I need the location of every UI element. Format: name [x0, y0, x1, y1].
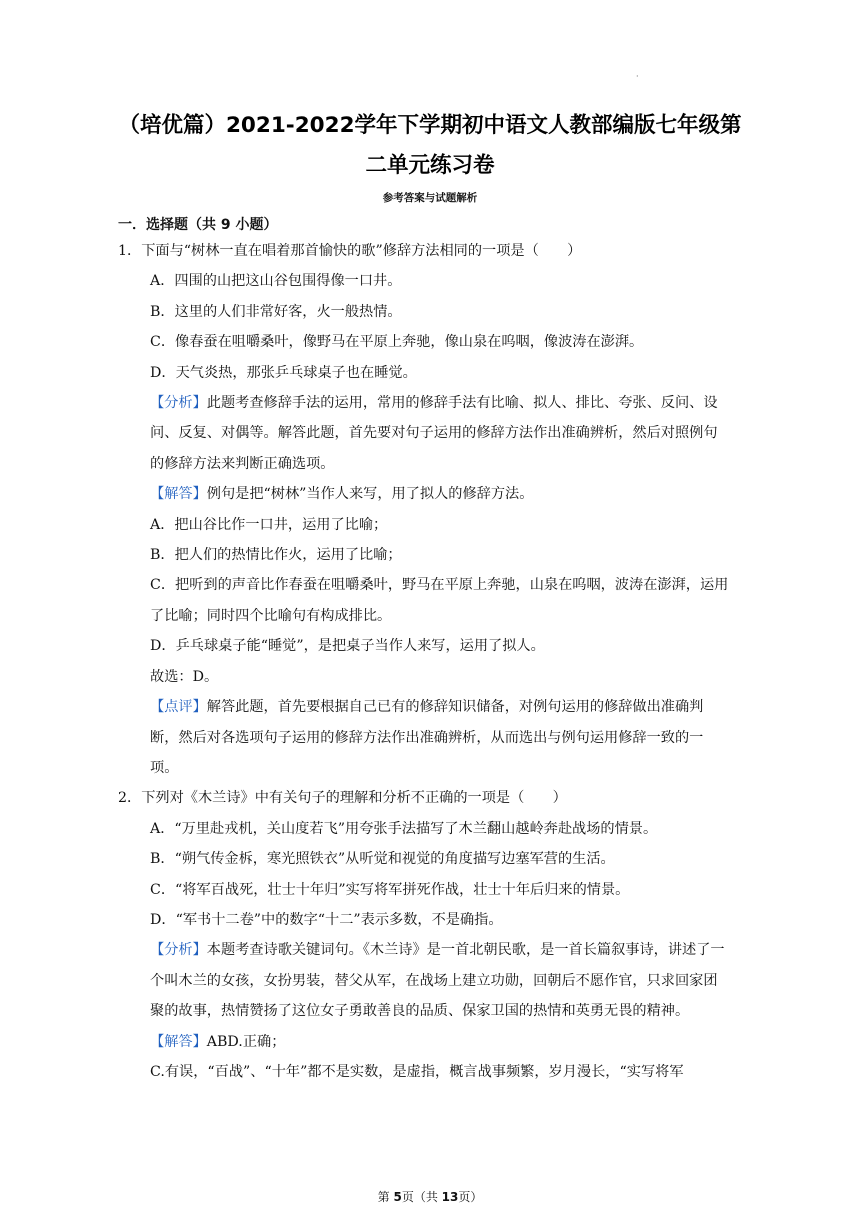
q1-comment: [118, 692, 730, 783]
q1-analysis-text: 此题考查修辞手法的运用，常用的修辞手法有比喻、拟人、排比、夸张、反问、设问、反复、对偶等。解答此题，首先要对句子运用的修辞方法作出准确辨析，然后对照例句的修辞方法来判断正确选项。: [150, 395, 718, 472]
q1-option-d: D．天气炎热，那张乒乓球桌子也在睡觉。: [150, 364, 417, 381]
page-footer: [0, 1188, 860, 1205]
answer-tag: 【解答】: [150, 1033, 207, 1050]
question-2-stem: 2．下列对《木兰诗》中有关句子的理解和分析不正确的一项是（ ）: [118, 790, 567, 807]
q2-analysis-text: 本题考查诗歌关键词句。《木兰诗》是一首北朝民歌，是一首长篇叙事诗，讲述了一个叫木兰的女孩，女扮男装，替父从军，在战场上建立功勋，回朝后不愿作官，只求回家团聚的故事，热情赞扬了这位女子勇敢善良的品质、保家卫国的热情和英勇无畏的精神。: [150, 942, 725, 1020]
question-1-stem: 1．下面与“树林一直在唱着那首愉快的歌”修辞方法相同的一项是（ ）: [118, 243, 582, 259]
q1-option-c: C．像春蚕在咀嚼桑叶，像野马在平原上奔驰，像山泉在呜咽，像波涛在澎湃。: [150, 334, 644, 351]
footer-suffix: 页）: [458, 1190, 483, 1204]
footer-prefix: 第: [377, 1190, 394, 1204]
comment-tag: 【点评】: [150, 699, 207, 716]
document-subtitle: 参考答案与试题解析: [382, 192, 478, 204]
q1-option-a: A．四围的山把这山谷包围得像一口井。: [150, 273, 402, 290]
q2-option-d: D．“军书十二卷”中的数字“十二”表示多数，不是确指。: [150, 911, 503, 928]
q2-answer-c: C.有误，“百战”、“十年”都不是实数，是虚指，概言战事频繁，岁月漫长，“实写将军: [150, 1063, 684, 1080]
q1-choice: 故选：D。: [150, 668, 219, 685]
analysis-tag: 【分析】: [150, 942, 207, 959]
q1-answer-c: C．把听到的声音比作春蚕在咀嚼桑叶，野马在平原上奔驰，山泉在呜咽，波涛在澎湃，运用了比喻；同时四个比喻句有构成排比。: [150, 577, 729, 624]
footer-middle: 页（共: [401, 1190, 442, 1204]
section-heading: 一．选择题（共 9 小题）: [118, 217, 278, 233]
answer-tag: 【解答】: [150, 486, 207, 503]
q2-option-c: C．“将军百战死，壮士十年归”实写将军拼死作战，壮士十年后归来的情景。: [150, 881, 630, 898]
q2-analysis: [118, 935, 730, 1026]
analysis-tag: 【分析】: [150, 395, 207, 412]
footer-page-number: 5: [393, 1190, 402, 1204]
document-title-line-2: 二单元练习卷: [365, 153, 495, 178]
q1-analysis: [118, 388, 730, 479]
footer-total-pages: 13: [441, 1190, 459, 1204]
q2-option-a: A．“万里赴戎机，关山度若飞”用夸张手法描写了木兰翻山越岭奔赴战场的情景。: [150, 820, 658, 837]
q1-option-b: B．这里的人们非常好客，火一般热情。: [150, 303, 402, 320]
q1-comment-text: 解答此题，首先要根据自己已有的修辞知识储备，对例句运用的修辞做出准确判断，然后对各选项句子运用的修辞方法作出准确辨析，从而选出与例句运用修辞一致的一项。: [150, 699, 704, 776]
q1-answer-text: 例句是把“树林”当作人来写，用了拟人的修辞方法。: [206, 486, 534, 503]
q1-answer: [118, 479, 730, 509]
document-title-line-1: （培优篇）2021-2022学年下学期初中语文人教部编版七年级第: [118, 113, 742, 138]
q2-option-b: B．“朔气传金柝，寒光照铁衣”从听觉和视觉的角度描写边塞军营的生活。: [150, 851, 615, 868]
q1-answer-d: D．乒乓球桌子能“睡觉”，是把桌子当作人来写，运用了拟人。: [150, 638, 545, 655]
q2-answer: [118, 1027, 730, 1057]
q1-answer-a: A．把山谷比作一口井，运用了比喻；: [150, 516, 388, 533]
q1-answer-b: B．把人们的热情比作火，运用了比喻；: [150, 547, 402, 564]
q2-answer-text: ABD.正确；: [206, 1033, 286, 1050]
document-body: [118, 236, 730, 1087]
corner-mark: ·: [636, 72, 639, 81]
